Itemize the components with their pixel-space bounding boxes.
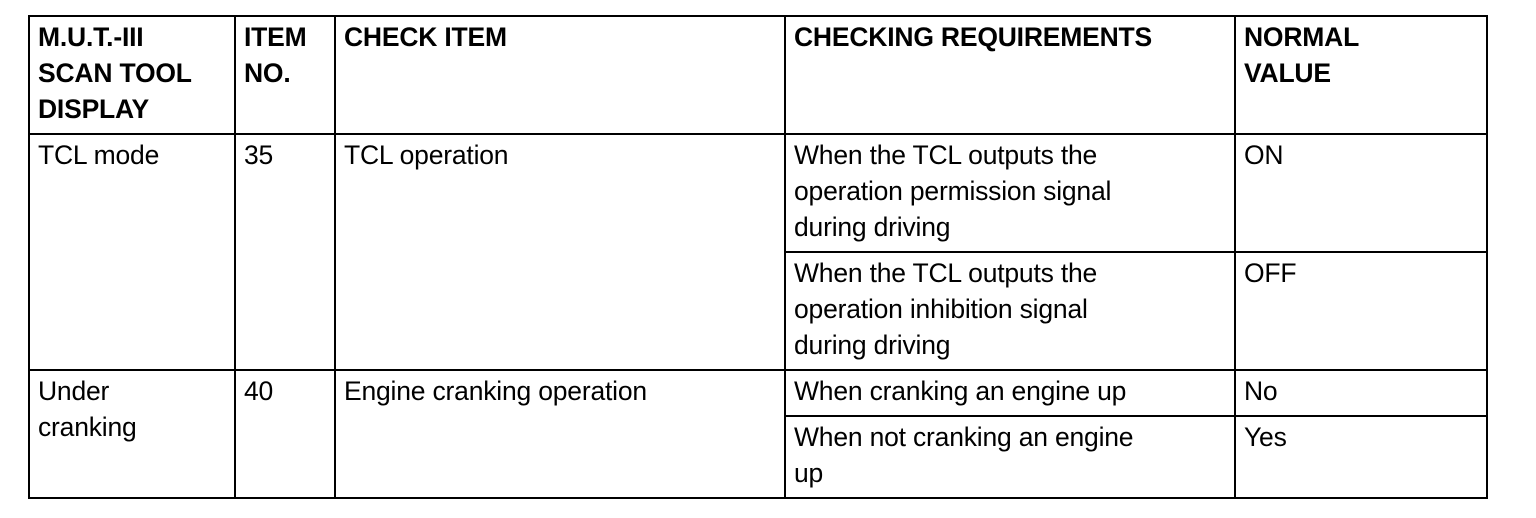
cell-text: 35 xyxy=(244,140,274,170)
cell-requirement xyxy=(785,134,1235,252)
header-line: DISPLAY xyxy=(38,94,150,124)
table-header-row xyxy=(29,16,1487,134)
header-scan-tool-display xyxy=(29,16,235,134)
cell-normal-value xyxy=(1235,370,1487,416)
cell-text: ON xyxy=(1244,140,1284,170)
cell-text: TCL operation xyxy=(344,140,509,170)
header-item-no xyxy=(235,16,335,134)
cell-item-no xyxy=(235,134,335,370)
cell-line: When not cranking an engine xyxy=(794,422,1134,452)
cell-line: operation permission signal xyxy=(794,176,1112,206)
cell-line: during driving xyxy=(794,330,951,360)
cell-normal-value xyxy=(1235,134,1487,252)
cell-text: Yes xyxy=(1244,422,1287,452)
table-row xyxy=(29,134,1487,252)
cell-text: OFF xyxy=(1244,258,1297,288)
cell-normal-value xyxy=(1235,252,1487,370)
cell-text: No xyxy=(1244,376,1278,406)
header-line: ITEM xyxy=(244,22,307,52)
cell-text: TCL mode xyxy=(38,140,160,170)
header-line: CHECK ITEM xyxy=(344,22,507,52)
header-normal-value xyxy=(1235,16,1487,134)
header-check-item xyxy=(335,16,785,134)
header-line: NO. xyxy=(244,58,291,88)
header-line: NORMAL xyxy=(1244,22,1360,52)
cell-requirement xyxy=(785,416,1235,498)
header-line: M.U.T.-III xyxy=(38,22,144,52)
cell-line: When the TCL outputs the xyxy=(794,258,1098,288)
cell-requirement xyxy=(785,252,1235,370)
cell-line: When cranking an engine up xyxy=(794,376,1127,406)
cell-check-item xyxy=(335,134,785,370)
cell-display xyxy=(29,370,235,498)
cell-item-no xyxy=(235,370,335,498)
scan-tool-spec-table xyxy=(28,15,1488,499)
cell-line: operation inhibition signal xyxy=(794,294,1088,324)
header-line: CHECKING REQUIREMENTS xyxy=(794,22,1152,52)
header-checking-requirements xyxy=(785,16,1235,134)
cell-line: Under xyxy=(38,376,110,406)
header-line: SCAN TOOL xyxy=(38,58,192,88)
cell-display xyxy=(29,134,235,370)
cell-line: up xyxy=(794,458,824,488)
cell-text: Engine cranking operation xyxy=(344,376,647,406)
header-line: VALUE xyxy=(1244,58,1331,88)
cell-check-item xyxy=(335,370,785,498)
cell-line: When the TCL outputs the xyxy=(794,140,1098,170)
cell-text: 40 xyxy=(244,376,274,406)
cell-requirement xyxy=(785,370,1235,416)
table-row xyxy=(29,370,1487,416)
cell-line: during driving xyxy=(794,212,951,242)
cell-normal-value xyxy=(1235,416,1487,498)
cell-line: cranking xyxy=(38,412,137,442)
